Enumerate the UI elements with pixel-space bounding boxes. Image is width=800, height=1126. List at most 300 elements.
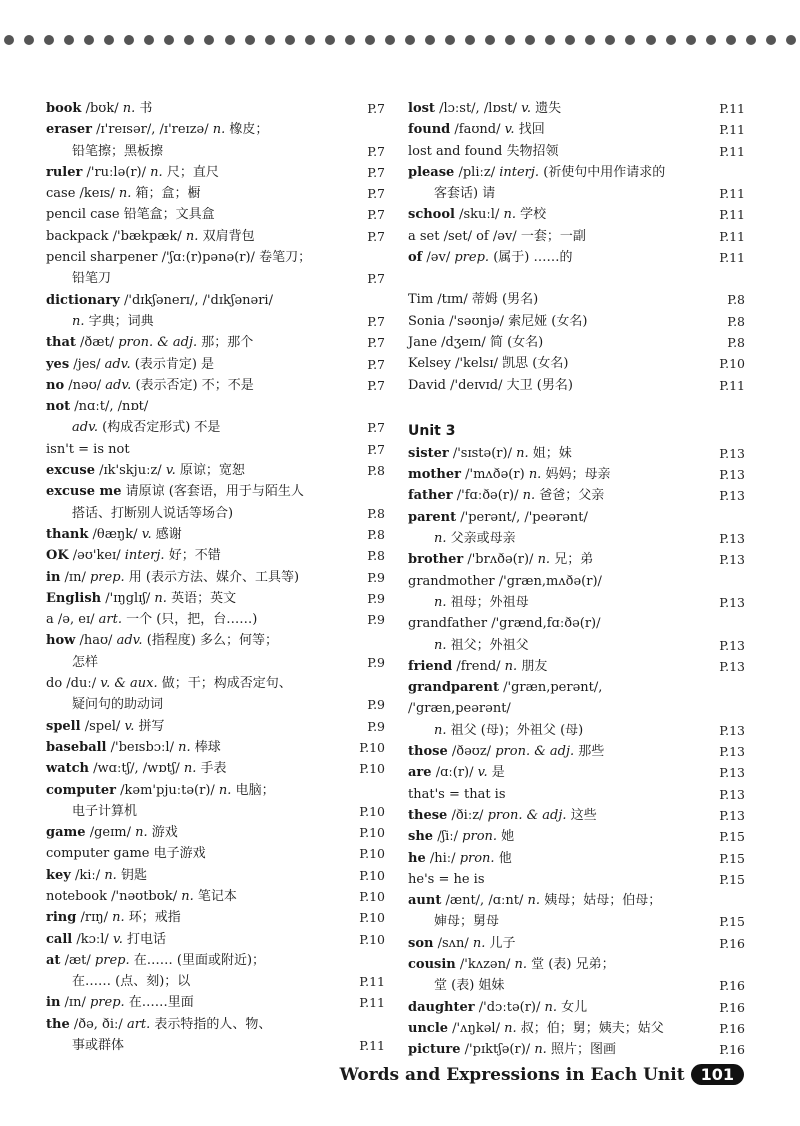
- phonetic: /ɪn/: [64, 569, 86, 585]
- chinese-meaning: 找回: [518, 122, 545, 138]
- headword: eraser: [46, 122, 92, 138]
- page-ref: P.10: [359, 761, 385, 777]
- vocab-entry: [46, 119, 385, 162]
- entry-text: [46, 354, 345, 375]
- chinese-meaning: 蒂姆 (男名): [471, 292, 539, 308]
- entry-text: [46, 950, 345, 993]
- page-ref: P.8: [367, 526, 385, 542]
- vocab-entry: [46, 865, 385, 886]
- phonetic: /'ruːlə(r)/: [86, 164, 147, 180]
- phonetic: /ðæt/: [80, 335, 115, 351]
- entry-text: [46, 588, 345, 609]
- entry-text: [408, 741, 705, 762]
- headword: yes: [46, 356, 70, 372]
- vocab-entry: [408, 805, 745, 826]
- vocab-entry: [408, 311, 745, 332]
- entry-text: [46, 992, 345, 1013]
- phonetic: /jes/: [73, 356, 101, 372]
- entry-text: [46, 673, 345, 716]
- meaning-continuation: 电子计算机: [72, 803, 138, 819]
- entry-text: [408, 1039, 705, 1060]
- entry-text: [408, 784, 705, 805]
- part-of-speech: adv.: [116, 633, 143, 649]
- entry-text: [408, 443, 705, 464]
- page-ref: P.7: [367, 356, 385, 372]
- page-ref: P.13: [719, 765, 745, 781]
- headword: grandmother: [408, 573, 495, 589]
- binding-dot: [184, 35, 194, 45]
- phonetic: /ðəʊz/: [451, 744, 492, 760]
- vocab-entry: [408, 677, 745, 741]
- headword: grandfather: [408, 616, 488, 632]
- part-of-speech: n.: [528, 467, 542, 483]
- vocab-entry: [408, 289, 745, 310]
- vocab-entry: [46, 1014, 385, 1057]
- page-ref: P.13: [719, 658, 745, 674]
- vocab-entry: [408, 464, 745, 485]
- chinese-meaning: 感谢: [155, 526, 182, 542]
- entry-text: [46, 758, 345, 779]
- headword: that: [46, 335, 76, 351]
- page-ref: P.8: [367, 505, 385, 521]
- part-of-speech: n.: [527, 893, 541, 909]
- headword: that's = that is: [408, 786, 506, 802]
- entry-text: [408, 571, 705, 614]
- part-of-speech: n.: [504, 1020, 517, 1036]
- part-of-speech: v.: [112, 931, 123, 947]
- entry-text: [46, 396, 345, 439]
- headword: case: [46, 186, 76, 202]
- page-ref: P.10: [359, 910, 385, 926]
- headword: picture: [408, 1042, 461, 1058]
- headword: dictionary: [46, 292, 120, 308]
- vocab-entry: [46, 737, 385, 758]
- vocab-entry: [46, 204, 385, 225]
- vocab-entry: [46, 375, 385, 396]
- phonetic: /frend/: [456, 658, 501, 674]
- chinese-meaning: 堂 (表) 兄弟；: [531, 956, 615, 972]
- vocab-entry: [46, 716, 385, 737]
- vocab-entry: [46, 758, 385, 779]
- page-ref: P.13: [719, 807, 745, 823]
- entry-text: [408, 762, 705, 783]
- vocab-entry: [408, 954, 745, 997]
- phonetic: /'græn,mʌðə(r)/: [498, 573, 602, 589]
- headword: please: [408, 164, 455, 180]
- headword: baseball: [46, 739, 107, 755]
- binding-dot: [124, 35, 134, 45]
- part-of-speech: v.: [504, 122, 515, 138]
- binding-dot: [64, 35, 74, 45]
- chinese-meaning: 姨母；姑母；伯母；: [544, 893, 662, 909]
- binding-dot: [104, 35, 114, 45]
- phonetic: /haʊ/: [79, 633, 113, 649]
- phonetic: /ðə, ðiː/: [73, 1016, 123, 1032]
- vocab-entry: [408, 353, 745, 374]
- page-ref: P.7: [367, 441, 385, 457]
- phonetic: /geɪm/: [89, 825, 131, 841]
- part-of-speech: pron. & adj.: [118, 335, 198, 351]
- vocab-entry: [408, 162, 745, 205]
- binding-dot: [44, 35, 54, 45]
- chinese-meaning: 在……里面: [128, 995, 194, 1011]
- part-of-speech: v.: [477, 765, 488, 781]
- entry-text: [408, 869, 705, 890]
- chinese-meaning: 祖父；外祖父: [450, 637, 529, 653]
- chinese-meaning: 是: [491, 765, 505, 781]
- entry-text: [46, 1014, 345, 1057]
- page-ref: P.13: [719, 594, 745, 610]
- part-of-speech: prep.: [89, 995, 125, 1011]
- page-ref: P.10: [359, 867, 385, 883]
- binding-dot: [786, 35, 796, 45]
- vocab-entry: [408, 1039, 745, 1060]
- part-of-speech: interj.: [499, 164, 540, 180]
- phonetic: /ɪ'reɪsər/, /ɪ'reɪzə/: [96, 122, 209, 138]
- page-ref: P.7: [367, 164, 385, 180]
- headword: notebook: [46, 888, 107, 904]
- vocab-entry: [46, 609, 385, 630]
- headword: ruler: [46, 164, 83, 180]
- vocab-entry: [408, 119, 745, 140]
- headword: parent: [408, 509, 457, 525]
- chinese-meaning: 姐；妹: [532, 445, 572, 461]
- chinese-meaning: 女儿: [561, 999, 588, 1015]
- binding-dot: [485, 35, 495, 45]
- vocab-entry: [46, 545, 385, 566]
- binding-dot: [385, 35, 395, 45]
- chinese-meaning: (指程度) 多么；何等；: [146, 633, 278, 649]
- entry-text: [408, 954, 705, 997]
- meaning-continuation: 铅笔擦；黑板擦: [72, 143, 164, 159]
- binding-dot: [164, 35, 174, 45]
- page-ref: P.10: [359, 846, 385, 862]
- page-ref: P.10: [719, 356, 745, 372]
- headword: daughter: [408, 999, 475, 1015]
- binding-dots: [4, 32, 796, 48]
- phonetic: /'dɔːtə(r)/: [478, 999, 541, 1015]
- chinese-meaning: 双肩背包: [202, 228, 255, 244]
- headword: isn't = is not: [46, 441, 130, 457]
- chinese-meaning: 电脑；: [235, 782, 275, 798]
- page-ref: P.9: [367, 569, 385, 585]
- entry-text: [408, 507, 705, 550]
- headword: David: [408, 377, 446, 393]
- chinese-meaning: 一套；一副: [520, 228, 586, 244]
- headword: ring: [46, 910, 77, 926]
- phonetic: /'perənt/, /'peərənt/: [460, 509, 588, 525]
- entry-text: [46, 460, 345, 481]
- page-ref: P.8: [727, 292, 745, 308]
- vocab-entry: [46, 162, 385, 183]
- headword: pencil sharpener: [46, 250, 158, 266]
- vocab-entry: [408, 656, 745, 677]
- chinese-meaning: (表示肯定) 是: [134, 356, 215, 372]
- phonetic: /ə, eɪ/: [57, 612, 95, 628]
- headword: game: [46, 825, 86, 841]
- headword: Jane: [408, 334, 438, 350]
- vocab-entry: [408, 443, 745, 464]
- vocab-entry: [46, 98, 385, 119]
- entry-text: [408, 119, 705, 140]
- phonetic: /'nəʊtbʊk/: [111, 888, 178, 904]
- entry-text: [46, 524, 345, 545]
- entry-text: [408, 247, 705, 268]
- page-ref: P.10: [359, 888, 385, 904]
- vocab-entry: [408, 549, 745, 570]
- phonetic: /'beɪsbɔːl/: [110, 739, 174, 755]
- phonetic: /ɑː(r)/: [435, 765, 474, 781]
- vocab-entry: [46, 226, 385, 247]
- vocab-entry: [46, 354, 385, 375]
- binding-dot: [305, 35, 315, 45]
- headword: brother: [408, 552, 464, 568]
- page-ref: P.7: [367, 271, 385, 287]
- part-of-speech: adv.: [105, 377, 132, 393]
- headword: cousin: [408, 956, 456, 972]
- meaning-continuation: 事或群体: [72, 1038, 125, 1054]
- part-of-speech: n.: [150, 164, 163, 180]
- entry-text: [46, 929, 345, 950]
- headword: book: [46, 101, 82, 116]
- chinese-meaning: 凯思 (女名): [502, 356, 569, 372]
- entry-text: [408, 375, 705, 396]
- footer-title: Words and Expressions in Each Unit: [339, 1064, 685, 1085]
- entry-text: [408, 656, 705, 677]
- phonetic: /'deɪvɪd/: [450, 377, 503, 393]
- phonetic: /kəm'pjuːtə(r)/: [120, 782, 215, 798]
- entry-text: [408, 848, 705, 869]
- page-ref: P.8: [367, 548, 385, 564]
- binding-dot: [686, 35, 696, 45]
- part-of-speech: adv.: [72, 420, 99, 436]
- entry-text: [46, 545, 345, 566]
- entry-text: [46, 183, 345, 204]
- page-ref: P.15: [719, 871, 745, 887]
- page-ref: P.11: [359, 974, 385, 990]
- phonetic: /'sɪstə(r)/: [452, 445, 512, 461]
- left-column: [46, 98, 385, 1056]
- part-of-speech: prep.: [94, 952, 130, 968]
- page-number-badge: 101: [691, 1064, 744, 1085]
- headword: are: [408, 765, 432, 781]
- entry-text: [46, 226, 345, 247]
- vocab-entry: [408, 869, 745, 890]
- part-of-speech: n.: [434, 637, 447, 653]
- chinese-meaning: 请原谅 (客套语，用于与陌生人: [125, 484, 304, 500]
- phonetic: /'səʊnjə/: [449, 313, 505, 329]
- meaning-continuation: [408, 528, 699, 549]
- right-column: [408, 98, 745, 1060]
- headword: call: [46, 931, 73, 947]
- vocab-entry: [408, 890, 745, 933]
- chinese-meaning: 在…… (里面或附近)；: [133, 952, 266, 968]
- vocab-entry: [46, 907, 385, 928]
- part-of-speech: n.: [537, 552, 551, 568]
- phonetic: /'grænd,fɑːðə(r)/: [491, 616, 601, 632]
- vocab-entry: [408, 784, 745, 805]
- chinese-meaning: 一个 (只，把，台……): [126, 612, 258, 628]
- page-ref: P.15: [719, 850, 745, 866]
- entry-text: [46, 332, 345, 353]
- part-of-speech: n.: [154, 590, 167, 606]
- unit-3-heading: Unit 3: [408, 422, 456, 439]
- page-ref: P.11: [719, 101, 745, 116]
- part-of-speech: v.: [141, 526, 152, 542]
- binding-dot: [365, 35, 375, 45]
- phonetic: /'kelsɪ/: [455, 356, 498, 372]
- chinese-meaning: 简 (女名): [489, 334, 544, 350]
- binding-dot: [225, 35, 235, 45]
- entry-text: [408, 353, 705, 374]
- entry-text: [408, 289, 705, 310]
- section-gap: [408, 268, 745, 289]
- part-of-speech: n.: [135, 825, 148, 841]
- page-ref: P.9: [367, 590, 385, 606]
- meaning-continuation: 客套话) 请: [434, 186, 496, 202]
- chinese-meaning: 笔记本: [197, 888, 237, 904]
- chinese-meaning: (表示否定) 不；不是: [135, 377, 254, 393]
- part-of-speech: n.: [516, 445, 529, 461]
- headword: father: [408, 488, 453, 504]
- chinese-meaning: 遗失: [535, 101, 562, 116]
- part-of-speech: pron.: [459, 850, 495, 866]
- meaning-continuation: 搭话、打断别人说话等场合): [72, 505, 234, 521]
- phonetic: /'brʌðə(r)/: [467, 552, 534, 568]
- part-of-speech: prep.: [89, 569, 125, 585]
- headword: found: [408, 122, 451, 138]
- headword: grandparent: [408, 680, 499, 696]
- entry-text: [46, 439, 345, 460]
- headword: OK: [46, 548, 69, 564]
- phonetic: /'ʌŋkəl/: [452, 1020, 500, 1036]
- page-ref: P.13: [719, 744, 745, 760]
- phonetic: /'dɪkʃənerɪ/, /'dɪkʃənəri/: [123, 292, 273, 308]
- headword: mother: [408, 467, 462, 483]
- phonetic: /hiː/: [429, 850, 456, 866]
- meaning-continuation: [408, 635, 699, 656]
- chinese-meaning: 手表: [200, 761, 227, 777]
- entry-text: [46, 119, 345, 162]
- binding-dot: [726, 35, 736, 45]
- page-ref: P.9: [367, 654, 385, 670]
- part-of-speech: adv.: [104, 356, 131, 372]
- chinese-meaning: 拼写: [138, 718, 165, 734]
- page-ref: P.16: [719, 1042, 745, 1058]
- meaning-continuation: 疑问句的助动词: [72, 697, 164, 713]
- vocab-entry: [408, 762, 745, 783]
- phonetic: /'ʃɑː(r)pənə(r)/: [161, 250, 255, 266]
- chinese-meaning: 棒球: [194, 739, 221, 755]
- page-ref: P.10: [359, 803, 385, 819]
- page-ref: P.11: [719, 122, 745, 138]
- entry-text: [46, 247, 345, 290]
- chinese-meaning: 做；干；构成否定句、: [161, 676, 292, 692]
- entry-text: [408, 332, 705, 353]
- entry-text: [46, 716, 345, 737]
- vocab-entry: [46, 822, 385, 843]
- page-ref: P.7: [367, 207, 385, 223]
- chinese-meaning: 游戏: [151, 825, 178, 841]
- binding-dot: [625, 35, 635, 45]
- chinese-meaning: 祖母；外祖母: [450, 594, 529, 610]
- headword: English: [46, 590, 102, 606]
- chinese-meaning: 索尼娅 (女名): [508, 313, 588, 329]
- part-of-speech: pron. & adj.: [495, 744, 575, 760]
- phonetic: /bʊk/: [85, 101, 119, 116]
- page-ref: P.8: [727, 313, 745, 329]
- binding-dot: [766, 35, 776, 45]
- vocab-entry: [46, 992, 385, 1013]
- page-ref: P.11: [359, 1038, 385, 1054]
- binding-dot: [245, 35, 255, 45]
- vocab-entry: [408, 226, 745, 247]
- page-ref: P.16: [719, 1020, 745, 1036]
- vocab-entry: [408, 741, 745, 762]
- headword: computer game: [46, 846, 150, 862]
- entry-text: [46, 162, 345, 183]
- part-of-speech: n.: [72, 313, 85, 329]
- headword: Tim: [408, 292, 434, 308]
- part-of-speech: art.: [98, 612, 122, 628]
- part-of-speech: n.: [472, 935, 486, 951]
- binding-dot: [545, 35, 555, 45]
- phonetic: /lɔːst/, /lɒst/: [439, 101, 517, 116]
- headword: pencil case: [46, 207, 120, 223]
- phonetic: /ɪn/: [64, 995, 86, 1011]
- phonetic: /'mʌðə(r): [465, 467, 525, 483]
- phonetic: /θæŋk/: [92, 526, 138, 542]
- entry-text: [46, 737, 345, 758]
- phonetic: /skuːl/: [459, 207, 500, 223]
- part-of-speech: v.: [521, 101, 532, 116]
- vocab-entry: [408, 204, 745, 225]
- phonetic: /ænt/, /ɑːnt/: [445, 893, 524, 909]
- headword: how: [46, 633, 76, 649]
- page-ref: P.11: [719, 228, 745, 244]
- page-ref: P.9: [367, 697, 385, 713]
- binding-dot: [646, 35, 656, 45]
- chinese-meaning: 钥匙: [120, 867, 147, 883]
- vocab-entry: [46, 481, 385, 524]
- headword: son: [408, 935, 434, 951]
- page-ref: P.16: [719, 935, 745, 951]
- headword: watch: [46, 761, 89, 777]
- headword: the: [46, 1016, 70, 1032]
- binding-dot: [746, 35, 756, 45]
- entry-text: [46, 865, 345, 886]
- entry-text: [408, 613, 705, 656]
- binding-dot: [425, 35, 435, 45]
- headword: Kelsey: [408, 356, 451, 372]
- entry-text: [46, 843, 345, 864]
- chinese-meaning: 祖父 (母)；外祖父 (母): [450, 722, 584, 738]
- vocab-entry: [46, 247, 385, 290]
- part-of-speech: v. & aux.: [100, 676, 158, 692]
- part-of-speech: n.: [434, 722, 447, 738]
- page-ref: P.7: [367, 101, 385, 116]
- phonetic: /æt/: [64, 952, 91, 968]
- binding-dot: [666, 35, 676, 45]
- part-of-speech: interj.: [124, 548, 165, 564]
- entry-text: [46, 609, 345, 630]
- chinese-meaning: 父亲或母亲: [450, 531, 516, 547]
- chinese-meaning: 叔；伯；舅；姨夫；姑父: [520, 1020, 664, 1036]
- vocab-entry: [408, 507, 745, 550]
- page-ref: P.13: [719, 445, 745, 461]
- phonetic: /keɪs/: [79, 186, 115, 202]
- binding-dot: [84, 35, 94, 45]
